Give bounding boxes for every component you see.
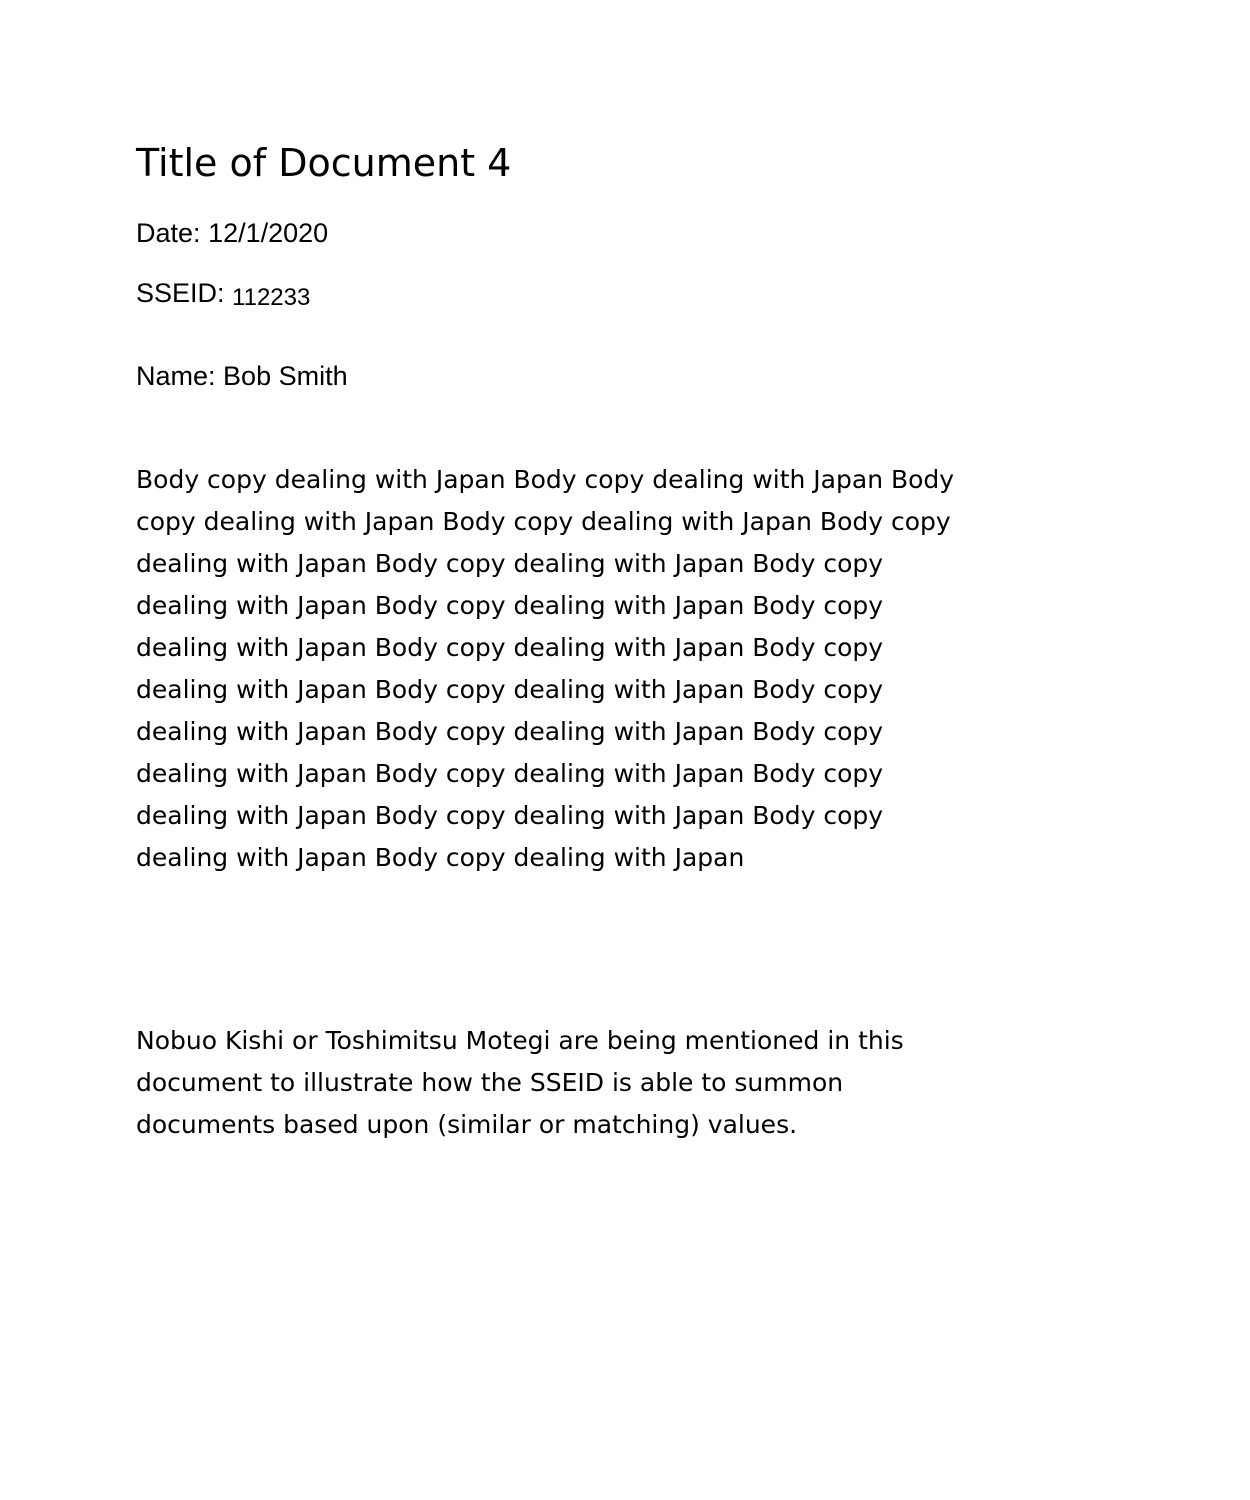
body-line: dealing with Japan Body copy dealing with Japan xyxy=(136,843,745,872)
name-value: Bob Smith xyxy=(223,361,348,391)
body-line: dealing with Japan Body copy dealing with Japan Body copy xyxy=(136,759,884,788)
body-line: Nobuo Kishi or Toshimitsu Motegi are being mentioned in this xyxy=(136,1026,904,1055)
body-line: dealing with Japan Body copy dealing with Japan Body copy xyxy=(136,801,884,830)
date-label: Date: xyxy=(136,218,201,248)
document-title: Title of Document 4 xyxy=(136,141,512,185)
body-line: dealing with Japan Body copy dealing with Japan Body copy xyxy=(136,549,884,578)
body-paragraph-2 xyxy=(136,1020,1036,1146)
date-value: 12/1/2020 xyxy=(208,218,329,248)
body-line: dealing with Japan Body copy dealing with Japan Body copy xyxy=(136,633,884,662)
name-field xyxy=(136,359,348,393)
body-line: dealing with Japan Body copy dealing with Japan Body copy xyxy=(136,591,884,620)
name-label: Name: xyxy=(136,361,216,391)
body-line: dealing with Japan Body copy dealing with Japan Body copy xyxy=(136,675,884,704)
sseid-field xyxy=(136,276,310,312)
sseid-label: SSEID: xyxy=(136,278,225,308)
sseid-value: 112233 xyxy=(232,284,311,311)
body-line: dealing with Japan Body copy dealing with Japan Body copy xyxy=(136,717,884,746)
body-line: document to illustrate how the SSEID is able to summon xyxy=(136,1068,844,1097)
body-line: documents based upon (similar or matching) values. xyxy=(136,1110,798,1139)
body-line: copy dealing with Japan Body copy dealing with Japan Body copy xyxy=(136,507,951,536)
date-field xyxy=(136,216,328,250)
body-paragraph-1 xyxy=(136,459,1036,879)
body-line: Body copy dealing with Japan Body copy dealing with Japan Body xyxy=(136,465,955,494)
